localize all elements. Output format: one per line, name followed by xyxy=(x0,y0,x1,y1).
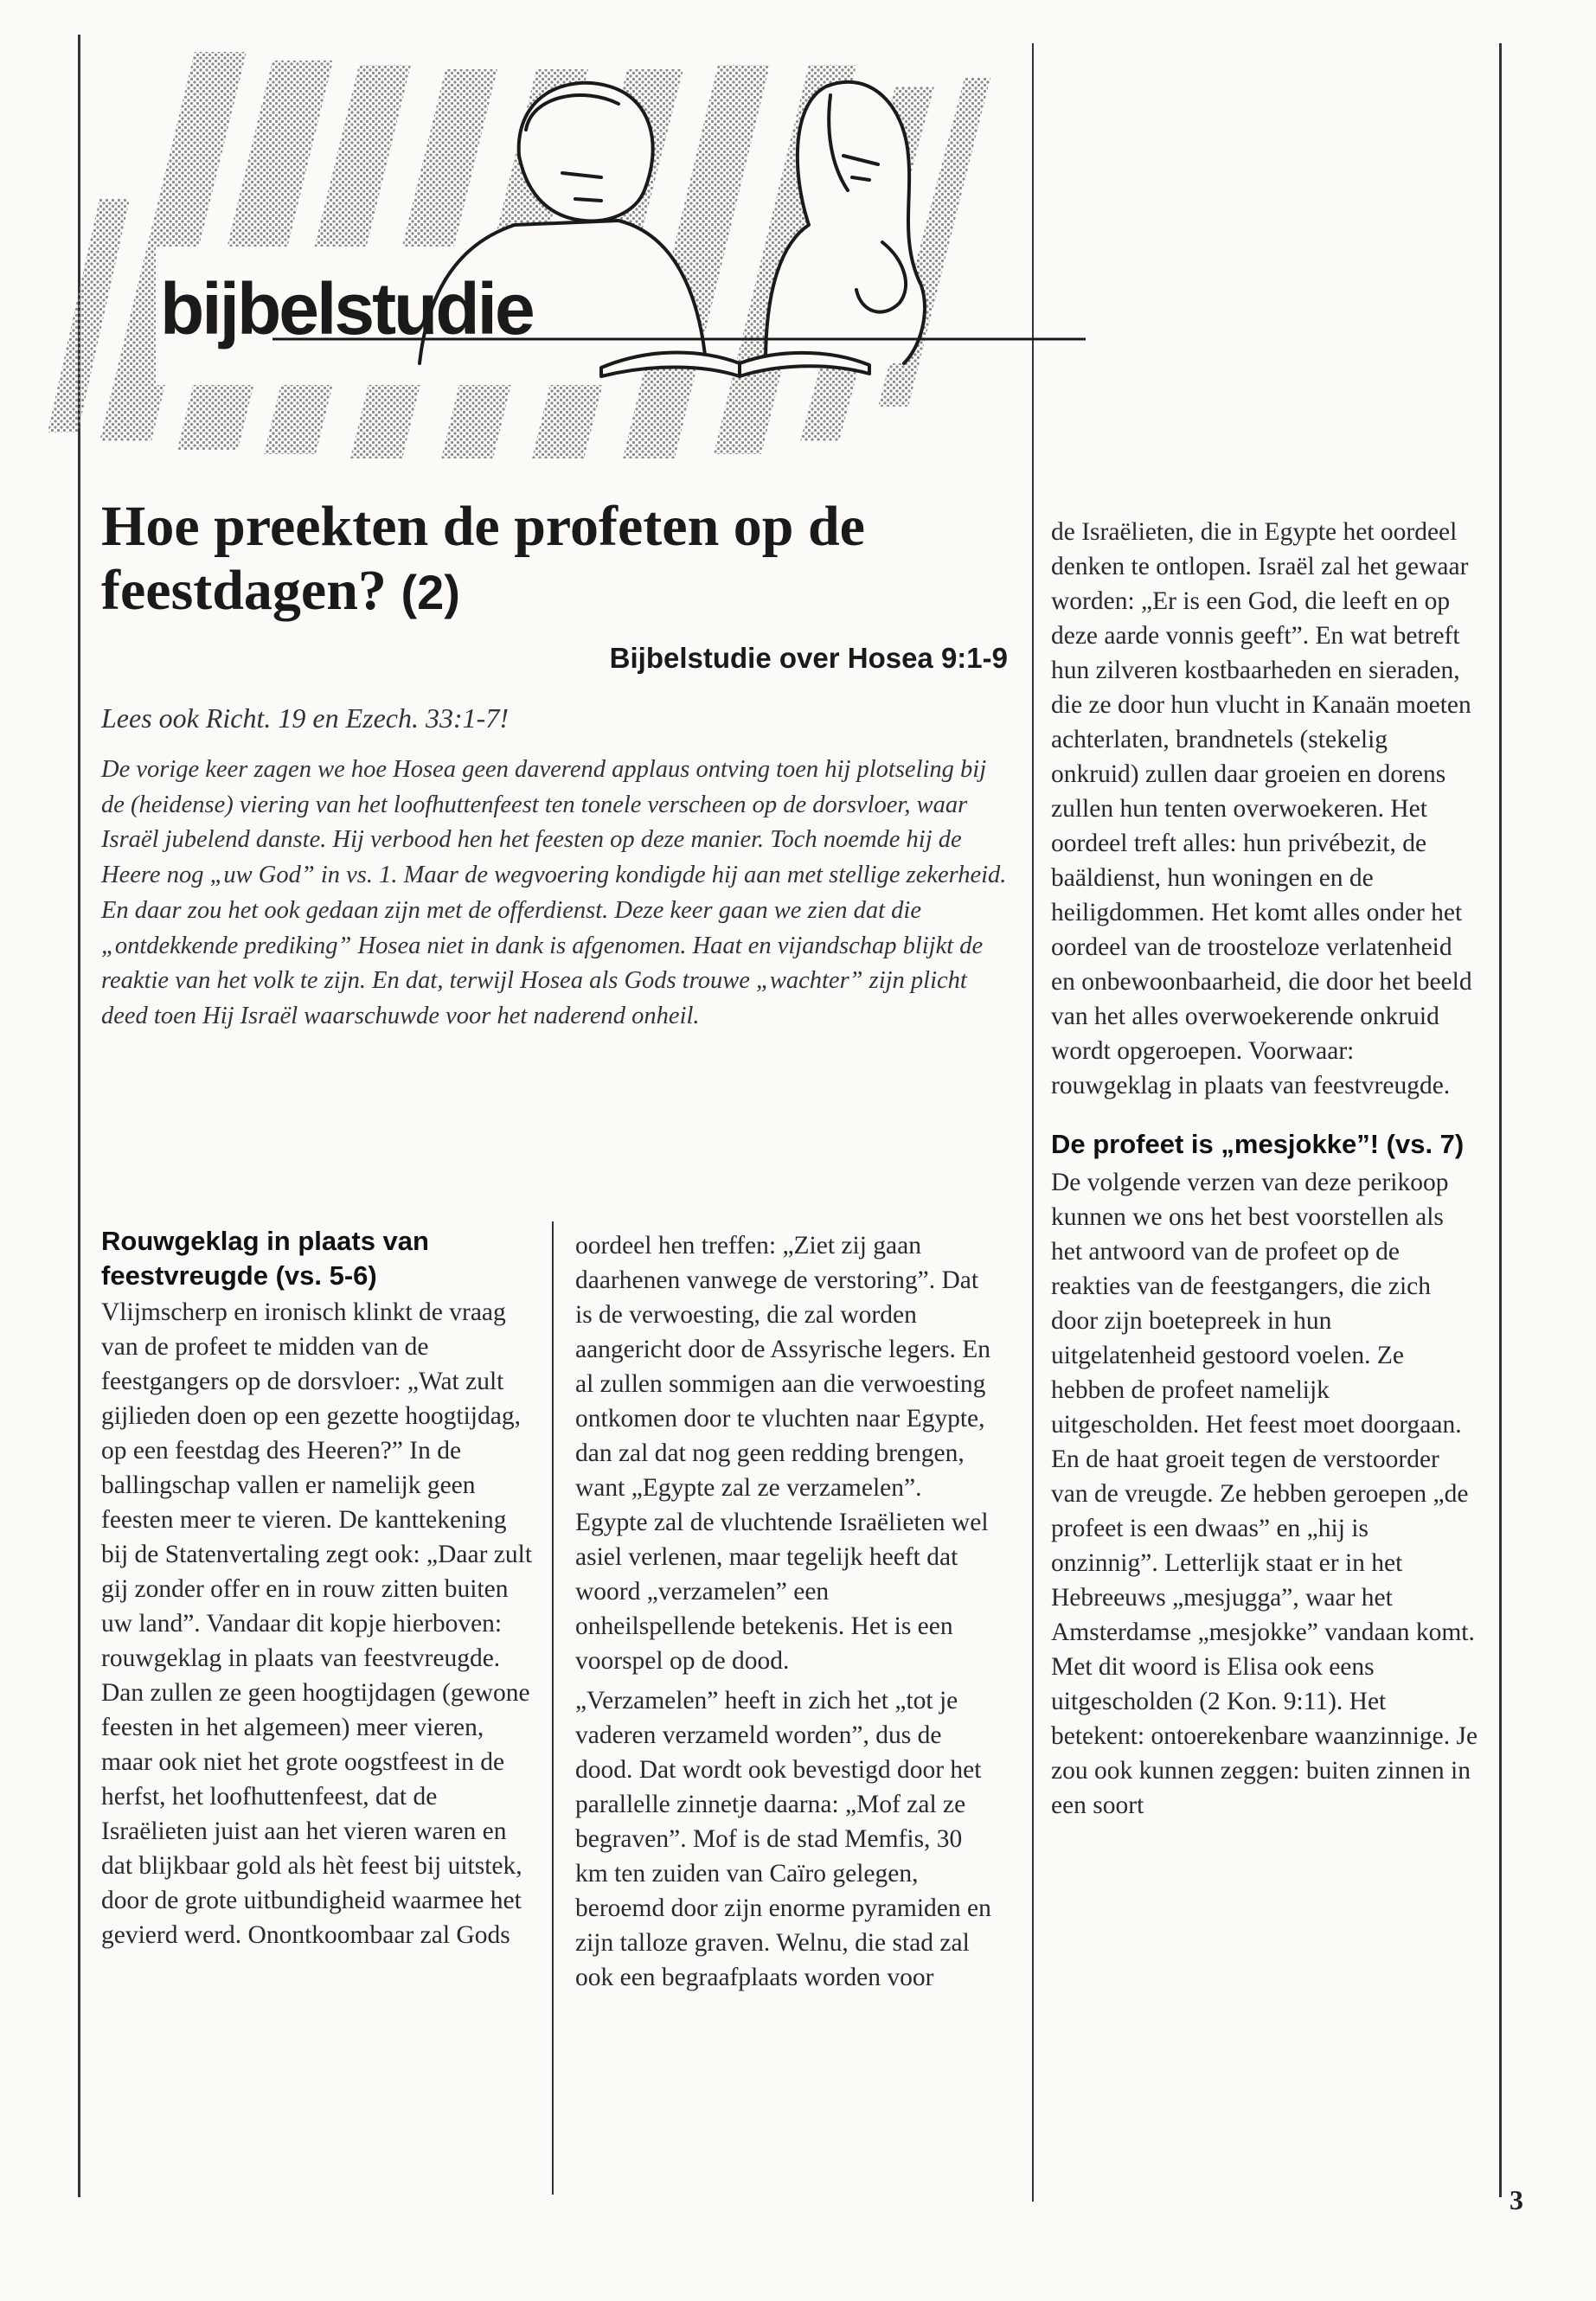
body-paragraph: oordeel hen treffen: „Ziet zij gaan daarhenen vanwege de verstoring”. Dat is de verwoesting, die zal worden aangericht door de Assyrische legers. En al zullen sommigen aan die verwoesting ontkomen door te vluchten naar Egypte, dan zal dat nog geen redding brengen, want „Egypte zal ze verzamelen”. Egypte zal de vluchtende Israëlieten wel asiel verlenen, maar tegelijk heeft dat woord „verzamelen” een onheilspellende betekenis. Het is een voorspel op de dood. xyxy=(575,1232,991,1675)
title-part-number: (2) xyxy=(401,565,460,619)
page-number: 3 xyxy=(1509,2184,1523,2215)
column-middle xyxy=(575,1228,995,1995)
article-title xyxy=(101,495,1018,625)
intro-paragraph: De vorige keer zagen we hoe Hosea geen daverend applaus ontving toen hij plotseling bij de (heidense) viering van het loofhuttenfeest ten tonele verscheen op de dorsvloer, waar Israël jubelend danste. Hij verbood hen het feesten op deze manier. Toch noemde hij de Heere nog „uw God” in vs. 1. Maar de wegvoering kondigde hij aan met stellige zekerheid. En daar zou het ook gedaan zijn met de offerdienst. Deze keer gaan we zien dat die „ontdekkende prediking” Hosea niet in dank is afgenomen. Haat en vijandschap blijkt de reaktie van het volk te zijn. En dat, terwijl Hosea als Gods trouwe „wachter” zijn plicht deed toen Hij Israël waarschuwde voor het naderend onheil. xyxy=(101,756,1007,1029)
title-text: Hoe preekten de profeten op de feestdagen? xyxy=(101,495,865,622)
body-paragraph: de Israëlieten, die in Egypte het oordeel denken te ontlopen. Israël zal het gewaar worden: „Er is een God, die leeft en op deze aarde vonnis geeft”. En wat betreft hun zilveren kostbaarheden en sieraden, die ze door hun vlucht in Kanaän moeten achterlaten, brandnetels (stekelig onkruid) zullen daar groeien en dorens zullen hun tenten overwoekeren. Het oordeel treft alles: hun privébezit, de baäldienst, hun woningen en de heiligdommen. Het komt alles onder het oordeel van de troosteloze verlatenheid en onbewoonbaarheid, die door het beeld van het alles overwoekerende onkruid wordt opgeroepen. Voorwaar: rouwgeklag in plaats van feestvreugde. xyxy=(1051,518,1472,1099)
section-heading-mesjokke: De profeet is „mesjokke”! (vs. 7) xyxy=(1051,1129,1465,1159)
article-subtitle: Bijbelstudie over Hosea 9:1-9 xyxy=(609,642,1008,674)
column-left xyxy=(101,1224,534,1952)
body-paragraph: De volgende verzen van deze perikoop kunnen we ons het best voorstellen als het antwoord van de profeet op de reakties van de feestgangers, die zich door zijn boetepreek in hun uitgelatenheid gestoord voelen. Ze hebben de profeet namelijk uitgescholden. Het feest moet doorgaan. En de haat groeit tegen de verstoorder van de vreugde. Ze hebben geroepen „de profeet is een dwaas” en „hij is onzinnig”. Letterlijk staat er in het Hebreeuws „mesjugga”, waar het Amsterdamse „mesjokke” vandaan komt. Met dit woord is Elisa ook eens uitgescholden (2 Kon. 9:11). Het betekent: ontoerekenbare waanzinnige. Je zou ook kunnen zeggen: buiten zinnen in een soort xyxy=(1051,1169,1478,1819)
section-heading-rouwgeklag: Rouwgeklag in plaats van feestvreugde (vs. 5-6) xyxy=(101,1226,429,1291)
page-edge-rule xyxy=(1499,43,1502,2197)
read-also-reference: Lees ook Richt. 19 en Ezech. 33:1-7! xyxy=(101,702,509,734)
column-divider-lower xyxy=(552,1221,554,2195)
body-paragraph: Vlijmscherp en ironisch klinkt de vraag van de profeet te midden van de feestgangers op de dorsvloer: „Wat zult gijlieden doen op een gezette hoogtijdag, op een feestdag des Heeren?” In de ballingschap vallen er namelijk geen feesten meer te vieren. De kanttekening bij de Statenvertaling zegt ook: „Daar zult gij zonder offer en in rouw zitten buiten uw land”. Vandaar dit kopje hierboven: rouwgeklag in plaats van feestvreugde. Dan zullen ze geen hoogtijdagen (gewone feesten in het algemeen) meer vieren, maar ook niet het grote oogstfeest in de herfst, het loofhuttenfeest, dat de Israëlieten juist aan het vieren waren en dat blijkbaar gold als hèt feest bij uitstek, door de grote uitbundigheid waarmee het gevierd werd. Onontkoombaar zal Gods xyxy=(101,1298,533,1949)
readers-illustration xyxy=(48,26,1086,476)
section-label: bijbelstudie xyxy=(160,268,533,349)
column-right xyxy=(1051,515,1479,1823)
body-paragraph: „Verzamelen” heeft in zich het „tot je vaderen verzameld worden”, dus de dood. Dat wordt ook bevestigd door het parallelle zinnetje daarna: „Mof zal ze begraven”. Mof is de stad Memfis, 30 km ten zuiden van Caïro gelegen, beroemd door zijn enorme pyramiden en zijn talloze graven. Welnu, die stad zal ook een begraafplaats worden voor xyxy=(575,1687,991,1991)
